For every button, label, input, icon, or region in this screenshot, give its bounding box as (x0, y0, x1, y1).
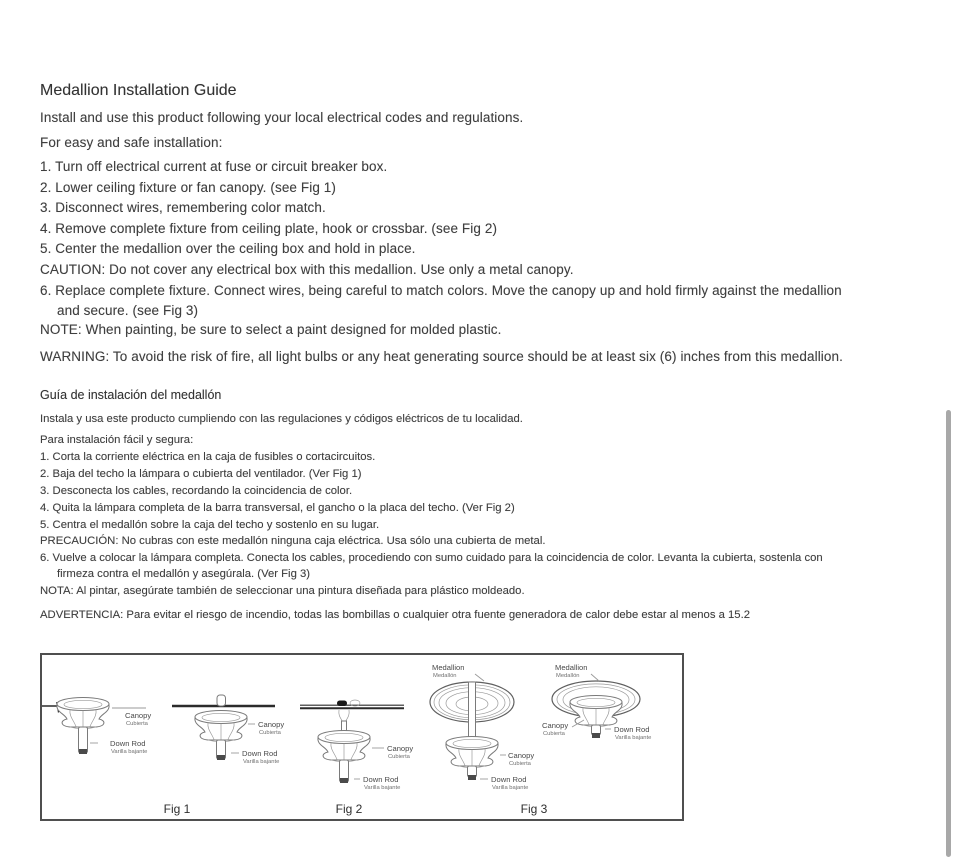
fig1a-canopy-sublabel: Cubierta (126, 721, 148, 727)
en-step-1: 1. Turn off electrical current at fuse or circuit breaker box. (40, 159, 388, 174)
en-step-4: 4. Remove complete fixture from ceiling plate, hook or crossbar. (see Fig 2) (40, 221, 498, 236)
fig3-caption: Fig 3 (520, 802, 548, 816)
fig1a-downrod-sublabel: Varilla bajante (111, 749, 148, 755)
es-intro: Instala y usa este producto cumpliendo con las regulaciones y códigos eléctricos de tu localidad. (40, 413, 523, 425)
fig3a-medallion-label: Medallion (432, 663, 465, 672)
en-step-6-line2: and secure. (see Fig 3) (57, 303, 199, 318)
fig2-canopy-sublabel: Cubierta (388, 754, 410, 760)
fig3b-medallion-sublabel: Medallón (556, 673, 580, 679)
fig3a-canopy-sublabel: Cubierta (509, 761, 531, 767)
fig3b-canopy-sublabel: Cubierta (543, 731, 565, 737)
fig3a-downrod-label: Down Rod (491, 775, 527, 784)
fig1-caption: Fig 1 (163, 802, 191, 816)
fig3b-downrod-sublabel: Varilla bajante (615, 735, 652, 741)
en-step-6-line1: 6. Replace complete fixture. Connect wires, being careful to match colors. Move the canopy up and hold firmly against the medallion (40, 283, 842, 298)
en-step-3: 3. Disconnect wires, remembering color match. (40, 200, 326, 215)
fig1-canopy-lowered (172, 695, 284, 765)
es-advertencia: ADVERTENCIA: Para evitar el riesgo de incendio, todas las bombillas o cualquier otra fuente generadora de calor debe estar al menos a 15.2 (40, 609, 751, 621)
es-step-5: 5. Centra el medallón sobre la caja del techo y sostenlo en su lugar. (40, 519, 380, 531)
fig2-fixture-removed (300, 700, 413, 791)
es-step-1: 1. Corta la corriente eléctrica en la caja de fusibles o cortacircuitos. (40, 451, 376, 463)
fig1b-canopy-label: Canopy (258, 720, 285, 729)
fig1b-canopy-sublabel: Cubierta (259, 730, 281, 736)
es-step-6-line1: 6. Vuelve a colocar la lámpara completa. Conecta los cables, procediendo con sumo cuidado para la coincidencia de color. Levanta la cubierta, sostenla con (40, 552, 823, 564)
fig2-caption: Fig 2 (335, 802, 363, 816)
fig2-canopy-label: Canopy (387, 744, 414, 753)
fig3b-downrod-label: Down Rod (614, 725, 650, 734)
scrollbar-thumb[interactable] (946, 410, 951, 857)
fig1a-downrod-label: Down Rod (110, 739, 146, 748)
en-caution: CAUTION: Do not cover any electrical box with this medallion. Use only a metal canopy. (40, 262, 574, 277)
es-nota: NOTA: Al pintar, asegúrate también de seleccionar una pintura diseñada para plástico moldeado. (40, 585, 525, 597)
es-step-3: 3. Desconecta los cables, recordando la coincidencia de color. (40, 485, 353, 497)
es-step-6-line2: firmeza contra el medallón y asegúrala. (Ver Fig 3) (57, 568, 311, 580)
en-note: NOTE: When painting, be sure to select a paint designed for molded plastic. (40, 322, 502, 337)
crossbar-icon (337, 701, 347, 707)
fig3b-canopy-label: Canopy (542, 721, 569, 730)
fig3b-medallion-label: Medallion (555, 663, 588, 672)
fig2-downrod-sublabel: Varilla bajante (364, 785, 401, 791)
en-step-5: 5. Center the medallion over the ceiling box and hold in place. (40, 241, 416, 256)
fig2-downrod-label: Down Rod (363, 775, 399, 784)
installation-figures (42, 655, 682, 819)
fig3-medallion-with-canopy-down (430, 663, 534, 791)
en-warning: WARNING: To avoid the risk of fire, all light bulbs or any heat generating source should be at least six (6) inches from this medallion. (40, 349, 843, 364)
fig1-canopy-attached (42, 698, 151, 756)
es-subtitle: Para instalación fácil y segura: (40, 434, 194, 446)
fig1a-canopy-label: Canopy (125, 711, 152, 720)
fig3a-downrod-sublabel: Varilla bajante (492, 785, 529, 791)
fig3a-canopy-label: Canopy (508, 751, 535, 760)
es-heading: Guía de instalación del medallón (40, 388, 222, 402)
es-step-4: 4. Quita la lámpara completa de la barra transversal, el gancho o la placa del techo. (Ver Fig 2) (40, 502, 515, 514)
en-step-2: 2. Lower ceiling fixture or fan canopy. (see Fig 1) (40, 180, 336, 195)
figure-box (40, 653, 684, 821)
es-step-2: 2. Baja del techo la lámpara o cubierta del ventilador. (Ver Fig 1) (40, 468, 362, 480)
en-subtitle: For easy and safe installation: (40, 135, 223, 150)
fig1b-downrod-sublabel: Varilla bajante (243, 759, 280, 765)
fig3-canopy-raised-to-medallion (542, 663, 651, 741)
fig3a-medallion-sublabel: Medallón (433, 673, 457, 679)
en-intro: Install and use this product following your local electrical codes and regulations. (40, 110, 524, 125)
page-title: Medallion Installation Guide (40, 82, 237, 99)
fig1b-downrod-label: Down Rod (242, 749, 278, 758)
es-precaucion: PRECAUCIÓN: No cubras con este medallón ninguna caja eléctrica. Usa sólo una cubierta de metal. (40, 535, 546, 547)
